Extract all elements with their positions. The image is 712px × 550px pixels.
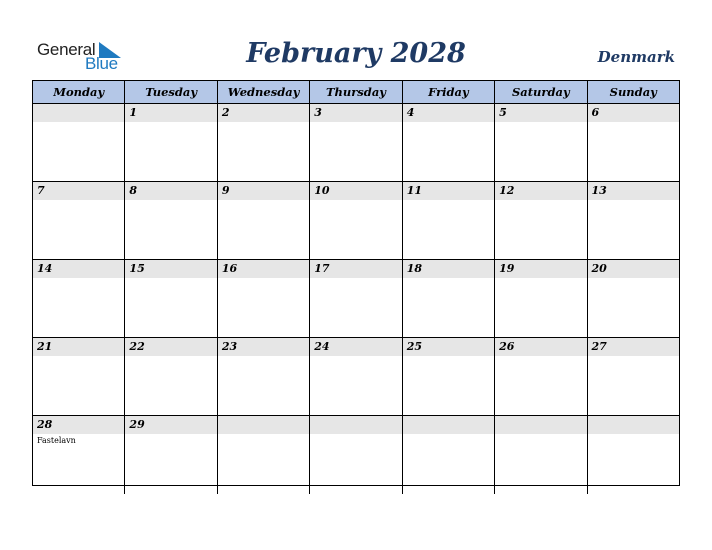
day-band [495,416,586,434]
day-number: 28 [37,418,53,431]
day-cell-25 [403,338,495,415]
day-band [403,104,494,122]
day-cell-21 [33,338,125,415]
day-number: 25 [406,340,422,353]
weekday-header-friday: Friday [403,81,495,103]
day-cell-8 [125,182,217,259]
day-cell-18 [403,260,495,337]
day-cell-17 [310,260,402,337]
day-number: 10 [314,184,330,197]
day-number: 9 [221,184,230,197]
day-cell-empty [33,104,125,181]
calendar-weeks [33,104,679,494]
week-row [33,104,679,182]
weekday-header-row [33,81,679,104]
weekday-header-thursday: Thursday [310,81,402,103]
week-row [33,260,679,338]
day-cell-24 [310,338,402,415]
day-number: 16 [221,262,238,275]
day-number: 11 [406,184,422,197]
calendar-title: February 2028 [246,38,466,69]
weekday-header-monday: Monday [33,81,125,103]
day-cell-3 [310,104,402,181]
day-number: 14 [37,262,53,275]
day-number: 5 [499,106,507,119]
day-number: 22 [129,340,145,353]
country-label: Denmark [597,48,675,66]
day-cell-20 [588,260,679,337]
day-number: 12 [499,184,515,197]
day-cell-12 [495,182,587,259]
day-cell-26 [495,338,587,415]
day-number: 13 [591,184,607,197]
day-cell-28 [33,416,125,494]
weekday-header-wednesday: Wednesday [218,81,310,103]
day-band [403,416,494,434]
day-band [33,104,124,122]
day-cell-9 [218,182,310,259]
day-number: 21 [37,340,53,353]
day-number: 8 [129,184,138,197]
day-cell-empty [403,416,495,494]
day-cell-empty [588,416,679,494]
day-cell-14 [33,260,125,337]
day-band [218,416,309,434]
day-cell-22 [125,338,217,415]
day-number: 23 [221,340,238,353]
day-number: 20 [591,262,607,275]
weekday-header-saturday: Saturday [495,81,587,103]
day-cell-10 [310,182,402,259]
day-number: 17 [314,262,330,275]
day-number: 18 [406,262,422,275]
day-band [588,104,679,122]
day-band [310,416,401,434]
day-cell-19 [495,260,587,337]
week-row [33,338,679,416]
weekday-header-tuesday: Tuesday [125,81,217,103]
day-number: 4 [406,106,415,119]
logo-word-blue: Blue [85,54,118,73]
day-band [125,182,216,200]
day-cell-2 [218,104,310,181]
day-cell-13 [588,182,679,259]
day-cell-5 [495,104,587,181]
weekday-header-sunday: Sunday [609,85,657,99]
day-band [218,182,309,200]
week-row [33,416,679,494]
day-cell-empty [495,416,587,494]
day-band [495,104,586,122]
day-cell-16 [218,260,310,337]
day-cell-4 [403,104,495,181]
day-band [125,104,216,122]
holiday-label: Fastelavn [37,436,76,445]
day-number: 2 [221,106,230,119]
day-number: 1 [129,106,138,119]
day-cell-7 [33,182,125,259]
day-cell-29 [125,416,217,494]
day-number: 26 [499,340,515,353]
day-cell-1 [125,104,217,181]
day-cell-6 [588,104,679,181]
day-number: 7 [37,184,45,197]
logo-word-general: General [37,40,96,59]
day-cell-11 [403,182,495,259]
day-cell-empty [218,416,310,494]
day-number: 3 [314,106,322,119]
day-cell-15 [125,260,217,337]
day-band [310,104,401,122]
day-number: 29 [129,418,145,431]
month-calendar [32,80,680,486]
day-band [218,104,309,122]
day-band [33,182,124,200]
day-cell-27 [588,338,679,415]
day-number: 24 [314,340,330,353]
day-number: 15 [129,262,145,275]
day-number: 27 [591,340,607,353]
week-row [33,182,679,260]
day-cell-empty [310,416,402,494]
day-number: 19 [499,262,515,275]
day-cell-23 [218,338,310,415]
day-band [588,416,679,434]
day-number: 6 [591,106,600,119]
